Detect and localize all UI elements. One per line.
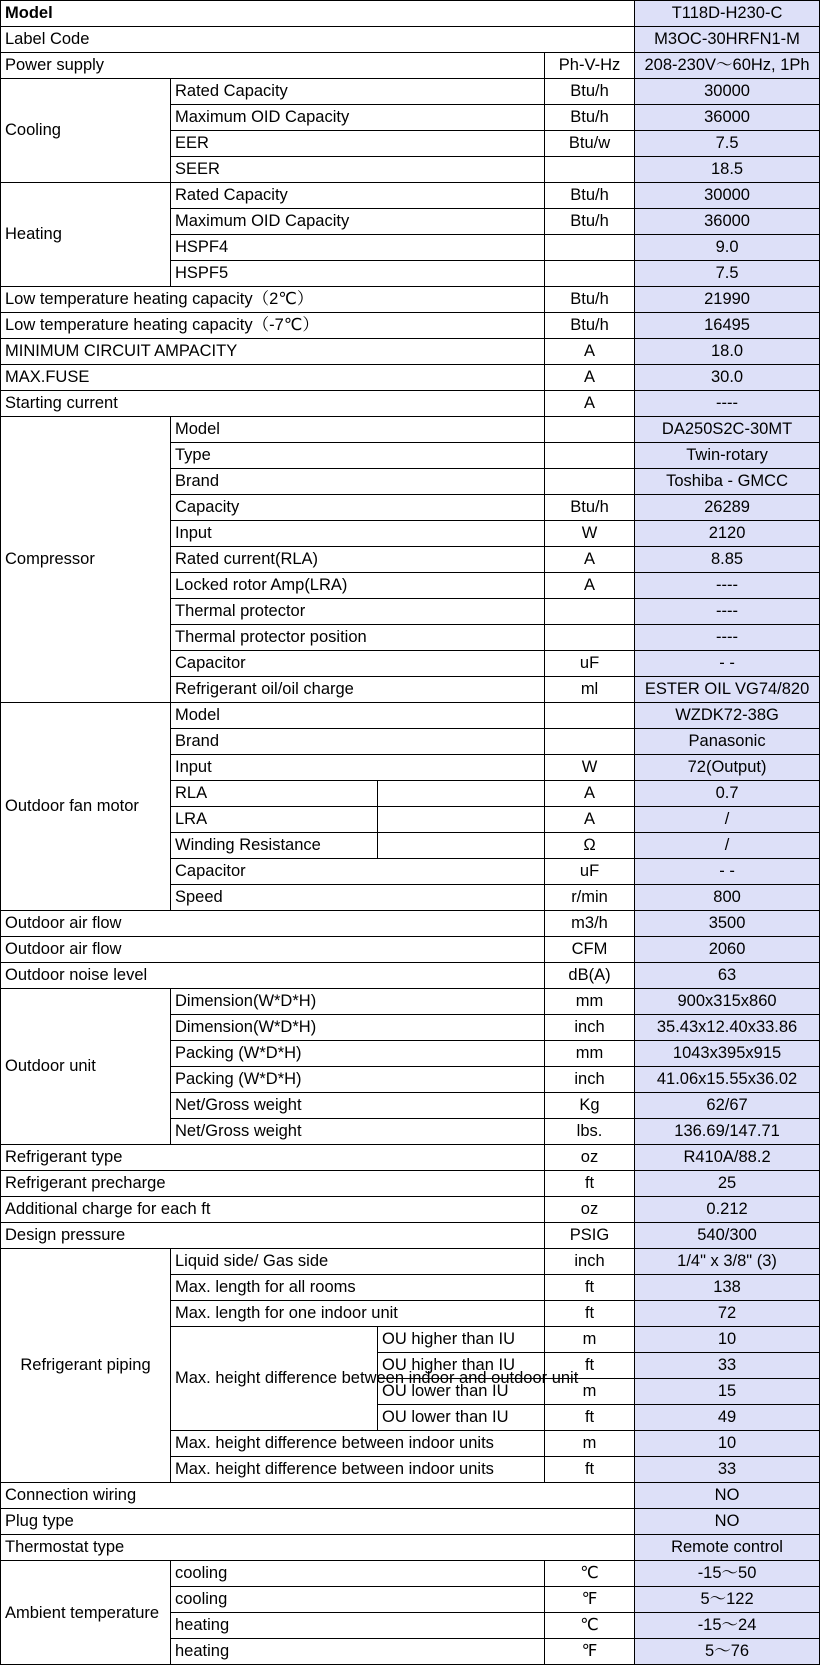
compressor-item-unit (545, 469, 635, 495)
piping-item-value: 1/4" x 3/8" (3) (635, 1249, 820, 1275)
fan-item-value: 72(Output) (635, 755, 820, 781)
row-cooling-0 (1, 79, 820, 105)
air-flow-m3h-value: 3500 (635, 911, 820, 937)
compressor-item-value: Twin-rotary (635, 443, 820, 469)
ou-item-value: 62/67 (635, 1093, 820, 1119)
row-mca (1, 339, 820, 365)
compressor-item-label: Type (171, 443, 545, 469)
air-flow-cfm-unit: CFM (545, 937, 635, 963)
row-compressor-0 (1, 417, 820, 443)
model-label: Model (1, 1, 635, 27)
piping-item-label: Max. length for all rooms (171, 1275, 545, 1301)
mca-label: MINIMUM CIRCUIT AMPACITY (1, 339, 545, 365)
cooling-item-label: Rated Capacity (171, 79, 545, 105)
height-item-label: OU higher than IU (378, 1353, 545, 1379)
cooling-item-unit: Btu/h (545, 105, 635, 131)
ambient-item-unit: ℃ (545, 1613, 635, 1639)
piping-item-label: Max. length for one indoor unit (171, 1301, 545, 1327)
compressor-item-value: ESTER OIL VG74/820 (635, 677, 820, 703)
label-code-label: Label Code (1, 27, 635, 53)
cooling-item-value: 7.5 (635, 131, 820, 157)
heating-item-unit: Btu/h (545, 209, 635, 235)
row-label-code (1, 27, 820, 53)
row-noise (1, 963, 820, 989)
compressor-item-unit: W (545, 521, 635, 547)
low-temp-m7-unit: Btu/h (545, 313, 635, 339)
starting-current-unit: A (545, 391, 635, 417)
height-item-unit: ft (545, 1353, 635, 1379)
cooling-item-unit (545, 157, 635, 183)
row-additional-charge (1, 1197, 820, 1223)
ou-item-label: Packing (W*D*H) (171, 1041, 545, 1067)
air-flow-m3h-label: Outdoor air flow (1, 911, 545, 937)
piping-item-unit: ft (545, 1457, 635, 1483)
compressor-item-label: Input (171, 521, 545, 547)
ou-item-value: 35.43x12.40x33.86 (635, 1015, 820, 1041)
ou-item-value: 900x315x860 (635, 989, 820, 1015)
row-low-temp-2 (1, 287, 820, 313)
ambient-item-value: -15～24 (635, 1613, 820, 1639)
piping-item-unit: ft (545, 1275, 635, 1301)
ou-item-value: 1043x395x915 (635, 1041, 820, 1067)
compressor-item-value: DA250S2C-30MT (635, 417, 820, 443)
compressor-item-unit: uF (545, 651, 635, 677)
starting-current-label: Starting current (1, 391, 545, 417)
cooling-item-unit: Btu/w (545, 131, 635, 157)
piping-item-unit: inch (545, 1249, 635, 1275)
fan-item-label: Winding Resistance (171, 833, 378, 859)
row-refrigerant-type (1, 1145, 820, 1171)
label-code-value: M3OC-30HRFN1-M (635, 27, 820, 53)
cooling-item-label: SEER (171, 157, 545, 183)
max-fuse-label: MAX.FUSE (1, 365, 545, 391)
heating-item-label: Rated Capacity (171, 183, 545, 209)
heating-item-unit (545, 235, 635, 261)
row-ou-0 (1, 989, 820, 1015)
power-supply-unit: Ph-V-Hz (545, 53, 635, 79)
compressor-item-unit (545, 443, 635, 469)
low-temp-2-unit: Btu/h (545, 287, 635, 313)
low-temp-2-value: 21990 (635, 287, 820, 313)
piping-item-value: 33 (635, 1457, 820, 1483)
compressor-item-label: Brand (171, 469, 545, 495)
cooling-item-value: 18.5 (635, 157, 820, 183)
ou-item-label: Packing (W*D*H) (171, 1067, 545, 1093)
starting-current-value: ---- (635, 391, 820, 417)
fan-item-unit: W (545, 755, 635, 781)
ou-item-unit: lbs. (545, 1119, 635, 1145)
ou-item-unit: mm (545, 1041, 635, 1067)
thermostat-type-value: Remote control (635, 1535, 820, 1561)
air-flow-cfm-value: 2060 (635, 937, 820, 963)
ou-item-value: 136.69/147.71 (635, 1119, 820, 1145)
power-supply-label: Power supply (1, 53, 545, 79)
fan-item-value: WZDK72-38G (635, 703, 820, 729)
piping-category: Refrigerant piping (1, 1249, 171, 1483)
heating-category: Heating (1, 183, 171, 287)
fan-item-value: Panasonic (635, 729, 820, 755)
mca-unit: A (545, 339, 635, 365)
fan-item-value: 0.7 (635, 781, 820, 807)
ou-item-label: Net/Gross weight (171, 1093, 545, 1119)
design-pressure-value: 540/300 (635, 1223, 820, 1249)
compressor-item-value: ---- (635, 625, 820, 651)
compressor-item-value: 2120 (635, 521, 820, 547)
ambient-item-value: 5～76 (635, 1639, 820, 1665)
compressor-item-value: 8.85 (635, 547, 820, 573)
compressor-item-unit (545, 625, 635, 651)
row-air-flow-cfm (1, 937, 820, 963)
refrigerant-type-unit: oz (545, 1145, 635, 1171)
row-max-fuse (1, 365, 820, 391)
heating-item-value: 7.5 (635, 261, 820, 287)
fan-item-unit: A (545, 781, 635, 807)
height-item-value: 33 (635, 1353, 820, 1379)
heating-item-value: 36000 (635, 209, 820, 235)
ou-item-unit: Kg (545, 1093, 635, 1119)
ambient-item-value: -15～50 (635, 1561, 820, 1587)
outdoor-unit-category: Outdoor unit (1, 989, 171, 1145)
height-item-label: OU lower than IU (378, 1379, 545, 1405)
piping-item-value: 72 (635, 1301, 820, 1327)
fan-item-value: / (635, 833, 820, 859)
compressor-item-label: Locked rotor Amp(LRA) (171, 573, 545, 599)
ou-item-label: Dimension(W*D*H) (171, 1015, 545, 1041)
fan-item-label: Brand (171, 729, 545, 755)
row-design-pressure (1, 1223, 820, 1249)
height-item-label: OU higher than IU (378, 1327, 545, 1353)
piping-item-unit: m (545, 1431, 635, 1457)
fan-item-empty (378, 807, 545, 833)
design-pressure-label: Design pressure (1, 1223, 545, 1249)
height-item-value: 10 (635, 1327, 820, 1353)
row-low-temp-m7 (1, 313, 820, 339)
fan-item-empty (378, 833, 545, 859)
max-fuse-value: 30.0 (635, 365, 820, 391)
heating-item-label: Maximum OID Capacity (171, 209, 545, 235)
height-item-value: 15 (635, 1379, 820, 1405)
connection-wiring-value: NO (635, 1483, 820, 1509)
precharge-unit: ft (545, 1171, 635, 1197)
height-item-unit: m (545, 1379, 635, 1405)
row-precharge (1, 1171, 820, 1197)
fan-item-label: Speed (171, 885, 545, 911)
compressor-item-label: Capacity (171, 495, 545, 521)
power-supply-value: 208-230V～60Hz, 1Ph (635, 53, 820, 79)
fan-item-unit (545, 703, 635, 729)
cooling-item-value: 30000 (635, 79, 820, 105)
fan-item-unit (545, 729, 635, 755)
design-pressure-unit: PSIG (545, 1223, 635, 1249)
compressor-item-unit (545, 417, 635, 443)
fan-item-label: Model (171, 703, 545, 729)
additional-charge-label: Additional charge for each ft (1, 1197, 545, 1223)
ambient-item-value: 5～122 (635, 1587, 820, 1613)
row-ambient-0 (1, 1561, 820, 1587)
fan-item-unit: uF (545, 859, 635, 885)
model-value: T118D-H230-C (635, 1, 820, 27)
fan-item-label: RLA (171, 781, 378, 807)
heating-item-label: HSPF4 (171, 235, 545, 261)
compressor-item-value: - - (635, 651, 820, 677)
ambient-item-unit: ℉ (545, 1587, 635, 1613)
low-temp-m7-label: Low temperature heating capacity（-7℃） (1, 313, 545, 339)
row-starting-current (1, 391, 820, 417)
fan-item-unit: Ω (545, 833, 635, 859)
cooling-item-label: Maximum OID Capacity (171, 105, 545, 131)
ambient-item-unit: ℉ (545, 1639, 635, 1665)
max-fuse-unit: A (545, 365, 635, 391)
compressor-item-label: Thermal protector (171, 599, 545, 625)
connection-wiring-label: Connection wiring (1, 1483, 635, 1509)
noise-label: Outdoor noise level (1, 963, 545, 989)
precharge-label: Refrigerant precharge (1, 1171, 545, 1197)
heating-item-value: 30000 (635, 183, 820, 209)
ambient-item-label: cooling (171, 1587, 545, 1613)
cooling-item-value: 36000 (635, 105, 820, 131)
piping-item-label: Max. height difference between indoor units (171, 1431, 545, 1457)
ambient-item-label: heating (171, 1613, 545, 1639)
row-piping-0 (1, 1249, 820, 1275)
ou-item-unit: mm (545, 989, 635, 1015)
ou-item-label: Net/Gross weight (171, 1119, 545, 1145)
cooling-item-unit: Btu/h (545, 79, 635, 105)
piping-item-value: 138 (635, 1275, 820, 1301)
air-flow-m3h-unit: m3/h (545, 911, 635, 937)
precharge-value: 25 (635, 1171, 820, 1197)
piping-item-label: Liquid side/ Gas side (171, 1249, 545, 1275)
piping-item-label: Max. height difference between indoor units (171, 1457, 545, 1483)
air-flow-cfm-label: Outdoor air flow (1, 937, 545, 963)
compressor-item-unit (545, 599, 635, 625)
compressor-item-label: Model (171, 417, 545, 443)
height-diff-group-label: Max. height difference between indoor and outdoor unit (171, 1327, 378, 1431)
plug-type-label: Plug type (1, 1509, 635, 1535)
compressor-item-unit: ml (545, 677, 635, 703)
compressor-item-label: Capacitor (171, 651, 545, 677)
compressor-item-label: Refrigerant oil/oil charge (171, 677, 545, 703)
row-plug-type (1, 1509, 820, 1535)
refrigerant-type-value: R410A/88.2 (635, 1145, 820, 1171)
heating-item-unit: Btu/h (545, 183, 635, 209)
ou-item-value: 41.06x15.55x36.02 (635, 1067, 820, 1093)
row-thermostat-type (1, 1535, 820, 1561)
additional-charge-unit: oz (545, 1197, 635, 1223)
compressor-item-value: Toshiba - GMCC (635, 469, 820, 495)
fan-item-value: / (635, 807, 820, 833)
height-item-value: 49 (635, 1405, 820, 1431)
compressor-item-unit: Btu/h (545, 495, 635, 521)
ambient-item-label: cooling (171, 1561, 545, 1587)
cooling-item-label: EER (171, 131, 545, 157)
compressor-item-value: ---- (635, 599, 820, 625)
additional-charge-value: 0.212 (635, 1197, 820, 1223)
fan-item-unit: r/min (545, 885, 635, 911)
compressor-item-value: 26289 (635, 495, 820, 521)
ou-item-unit: inch (545, 1067, 635, 1093)
ambient-item-unit: ℃ (545, 1561, 635, 1587)
height-item-unit: ft (545, 1405, 635, 1431)
row-power-supply (1, 53, 820, 79)
compressor-item-label: Rated current(RLA) (171, 547, 545, 573)
cooling-category: Cooling (1, 79, 171, 183)
piping-item-unit: ft (545, 1301, 635, 1327)
compressor-item-unit: A (545, 547, 635, 573)
fan-motor-category: Outdoor fan motor (1, 703, 171, 911)
ou-item-unit: inch (545, 1015, 635, 1041)
row-heating-0 (1, 183, 820, 209)
mca-value: 18.0 (635, 339, 820, 365)
height-item-label: OU lower than IU (378, 1405, 545, 1431)
piping-item-value: 10 (635, 1431, 820, 1457)
fan-item-label: LRA (171, 807, 378, 833)
compressor-item-unit: A (545, 573, 635, 599)
fan-item-value: - - (635, 859, 820, 885)
compressor-item-value: ---- (635, 573, 820, 599)
noise-value: 63 (635, 963, 820, 989)
refrigerant-type-label: Refrigerant type (1, 1145, 545, 1171)
ambient-item-label: heating (171, 1639, 545, 1665)
compressor-category: Compressor (1, 417, 171, 703)
fan-item-value: 800 (635, 885, 820, 911)
heating-item-label: HSPF5 (171, 261, 545, 287)
fan-item-label: Capacitor (171, 859, 545, 885)
noise-unit: dB(A) (545, 963, 635, 989)
fan-item-unit: A (545, 807, 635, 833)
heating-item-unit (545, 261, 635, 287)
compressor-item-label: Thermal protector position (171, 625, 545, 651)
fan-item-label: Input (171, 755, 545, 781)
low-temp-m7-value: 16495 (635, 313, 820, 339)
ou-item-label: Dimension(W*D*H) (171, 989, 545, 1015)
low-temp-2-label: Low temperature heating capacity（2℃） (1, 287, 545, 313)
ambient-category: Ambient temperature (1, 1561, 171, 1665)
row-model (1, 1, 820, 27)
fan-item-empty (378, 781, 545, 807)
plug-type-value: NO (635, 1509, 820, 1535)
heating-item-value: 9.0 (635, 235, 820, 261)
row-connection-wiring (1, 1483, 820, 1509)
thermostat-type-label: Thermostat type (1, 1535, 635, 1561)
height-item-unit: m (545, 1327, 635, 1353)
row-fan-0 (1, 703, 820, 729)
row-air-flow-m3h (1, 911, 820, 937)
